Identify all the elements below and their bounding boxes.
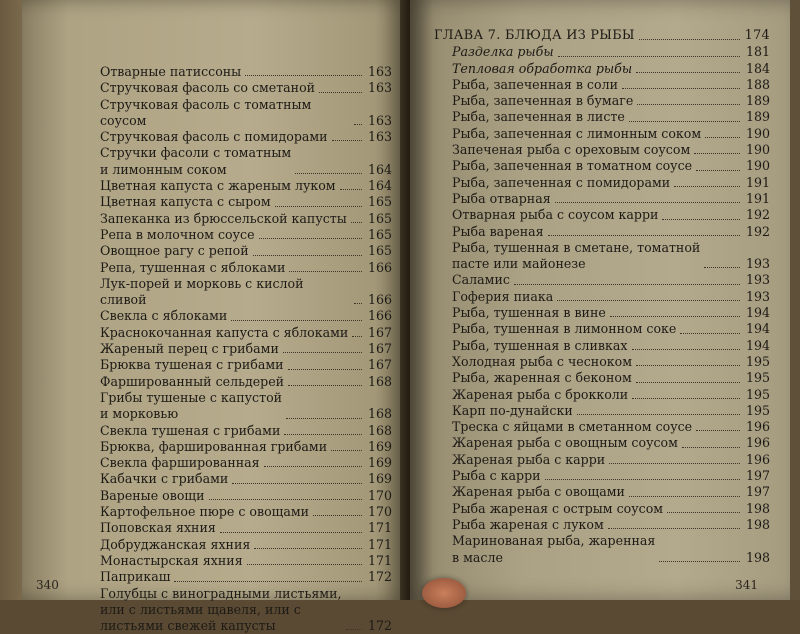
- toc-entry-page: 171: [366, 537, 392, 553]
- toc-entry-title: Рыба, тушенная в вине: [434, 305, 606, 321]
- dot-leader: [245, 75, 362, 76]
- toc-entry-title: Стручковая фасоль с томатным соусом: [100, 97, 350, 130]
- dot-leader: [636, 72, 740, 73]
- toc-entry-page: 192: [744, 224, 770, 240]
- dot-leader: [264, 466, 362, 467]
- toc-entry-page: 174: [744, 28, 770, 44]
- toc-entry-title: Рыба, тушенная в сливках: [434, 338, 628, 354]
- toc-entry-page: 164: [366, 178, 392, 194]
- toc-entry-page: 198: [744, 517, 770, 533]
- toc-entry: [434, 354, 770, 370]
- dot-leader: [354, 124, 362, 125]
- toc-entry-page: 189: [744, 93, 770, 109]
- toc-entry: [100, 129, 392, 145]
- toc-entry: [434, 61, 770, 77]
- toc-entry-page: 165: [366, 194, 392, 210]
- dot-leader: [340, 189, 362, 190]
- toc-entry-page: 166: [366, 308, 392, 324]
- toc-entry-page: 170: [366, 488, 392, 504]
- toc-entry-page: 192: [744, 207, 770, 223]
- toc-entry: [434, 387, 770, 403]
- dot-leader: [696, 170, 740, 171]
- toc-entry: [100, 178, 392, 194]
- toc-entry-title: Рыба, запеченная в бумаге: [434, 93, 633, 109]
- toc-entry: [100, 455, 392, 471]
- toc-entry-page: 168: [366, 406, 392, 422]
- dot-leader: [313, 515, 362, 516]
- toc-entry-page: 168: [366, 374, 392, 390]
- toc-entry-title: Цветная капуста с сыром: [100, 194, 271, 210]
- dot-leader: [548, 235, 740, 236]
- thumb: [422, 578, 466, 608]
- toc-entry-page: 190: [744, 142, 770, 158]
- toc-entry-title: Рыба с карри: [434, 468, 541, 484]
- toc-entry: [100, 260, 392, 276]
- toc-entry-title: Фаршированный сельдерей: [100, 374, 284, 390]
- toc-entry-page: 163: [366, 80, 392, 96]
- toc-entry-page: 198: [744, 550, 770, 566]
- toc-entry-title: Маринованая рыба, жаренная в масле: [434, 533, 655, 566]
- toc-entry: [434, 452, 770, 468]
- dot-leader: [288, 385, 362, 386]
- toc-entry-title: Рыба, тушенная в сметане, томатной пасте или майонезе: [434, 240, 700, 273]
- dot-leader: [659, 561, 740, 562]
- dot-leader: [667, 512, 740, 513]
- left-toc-list: [100, 64, 392, 634]
- toc-entry-title: Карп по-дунайски: [434, 403, 573, 419]
- toc-entry: [434, 305, 770, 321]
- toc-entry-page: 166: [366, 260, 392, 276]
- toc-entry-title: Треска с яйцами в сметанном соусе: [434, 419, 692, 435]
- toc-entry: [434, 224, 770, 240]
- toc-entry-page: 165: [366, 227, 392, 243]
- toc-entry: [434, 77, 770, 93]
- toc-entry-title: Рыба, запеченная с лимонным соком: [434, 126, 701, 142]
- toc-entry-title: Отварная рыба с соусом карри: [434, 207, 658, 223]
- dot-leader: [682, 447, 740, 448]
- toc-entry-page: 190: [744, 158, 770, 174]
- toc-entry: [434, 484, 770, 500]
- dot-leader: [636, 365, 740, 366]
- toc-entry-title: Брюква тушеная с грибами: [100, 357, 284, 373]
- toc-entry-page: 166: [366, 292, 392, 308]
- dot-leader: [545, 479, 740, 480]
- toc-entry-title: Репа в молочном соусе: [100, 227, 255, 243]
- dot-leader: [331, 450, 362, 451]
- toc-entry-page: 195: [744, 387, 770, 403]
- toc-entry-title: Рыба, запеченная в томатном соусе: [434, 158, 692, 174]
- dot-leader: [680, 333, 740, 334]
- toc-entry: [100, 357, 392, 373]
- dot-leader: [354, 303, 362, 304]
- toc-entry-title: Рыба жареная с луком: [434, 517, 604, 533]
- toc-entry-title: Запеканка из брюссельской капусты: [100, 211, 347, 227]
- toc-entry-page: 193: [744, 272, 770, 288]
- dot-leader: [629, 496, 740, 497]
- toc-entry: [434, 419, 770, 435]
- toc-entry-title: Жареная рыба с овощным соусом: [434, 435, 678, 451]
- toc-entry-page: 163: [366, 64, 392, 80]
- toc-entry-page: 169: [366, 439, 392, 455]
- toc-entry: [100, 374, 392, 390]
- toc-entry-page: 184: [744, 61, 770, 77]
- toc-entry: [100, 471, 392, 487]
- toc-entry-title: Цветная капуста с жареным луком: [100, 178, 336, 194]
- toc-entry: [100, 211, 392, 227]
- toc-entry: [434, 272, 770, 288]
- toc-entry-page: 198: [744, 501, 770, 517]
- toc-entry: [434, 468, 770, 484]
- toc-entry-page: 171: [366, 553, 392, 569]
- dot-leader: [557, 300, 740, 301]
- dot-leader: [637, 104, 740, 105]
- toc-entry: [434, 175, 770, 191]
- dot-leader: [346, 629, 363, 630]
- toc-entry: [100, 145, 392, 178]
- toc-entry-page: 194: [744, 305, 770, 321]
- toc-entry-page: 196: [744, 419, 770, 435]
- left-page-number: 340: [36, 578, 59, 592]
- toc-entry-page: 195: [744, 354, 770, 370]
- dot-leader: [674, 186, 740, 187]
- toc-entry: [434, 126, 770, 142]
- dot-leader: [577, 414, 740, 415]
- dot-leader: [608, 528, 740, 529]
- toc-entry-title: Свекла тушеная с грибами: [100, 423, 280, 439]
- dot-leader: [514, 284, 740, 285]
- toc-entry-title: Рыба, запеченная в соли: [434, 77, 618, 93]
- toc-entry-page: 195: [744, 403, 770, 419]
- toc-entry-title: Овощное рагу с репой: [100, 243, 249, 259]
- toc-entry-page: 168: [366, 423, 392, 439]
- right-toc-list: [434, 28, 770, 566]
- toc-entry-title: Свекла с яблоками: [100, 308, 227, 324]
- dot-leader: [632, 349, 741, 350]
- toc-entry-page: 172: [366, 569, 392, 585]
- dot-leader: [174, 581, 362, 582]
- dot-leader: [609, 463, 740, 464]
- toc-entry: [100, 390, 392, 423]
- toc-entry-title: Рыба, тушенная в лимонном соке: [434, 321, 676, 337]
- right-page: [410, 0, 790, 600]
- toc-entry: [100, 341, 392, 357]
- toc-entry-page: 181: [744, 44, 770, 60]
- toc-entry-title: Разделка рыбы: [434, 44, 554, 60]
- dot-leader: [319, 92, 362, 93]
- dot-leader: [636, 382, 740, 383]
- dot-leader: [259, 238, 362, 239]
- dot-leader: [558, 56, 740, 57]
- toc-entry: [434, 501, 770, 517]
- toc-entry: [100, 488, 392, 504]
- toc-entry-title: Рыба жареная с острым соусом: [434, 501, 663, 517]
- toc-entry-page: 194: [744, 321, 770, 337]
- toc-entry-title: Вареные овощи: [100, 488, 205, 504]
- toc-entry: [100, 325, 392, 341]
- dot-leader: [632, 398, 740, 399]
- toc-entry-page: 197: [744, 468, 770, 484]
- dot-leader: [622, 88, 740, 89]
- toc-entry: [434, 158, 770, 174]
- toc-entry: [434, 403, 770, 419]
- toc-entry: [100, 276, 392, 309]
- dot-leader: [253, 255, 362, 256]
- toc-entry-page: 191: [744, 191, 770, 207]
- toc-entry-page: 194: [744, 338, 770, 354]
- toc-entry-title: Репа, тушенная с яблоками: [100, 260, 285, 276]
- toc-entry-title: Свекла фаршированная: [100, 455, 260, 471]
- dot-leader: [662, 219, 740, 220]
- toc-entry-title: Стручковая фасоль с помидорами: [100, 129, 328, 145]
- toc-entry-title: Жареная рыба с брокколи: [434, 387, 628, 403]
- dot-leader: [254, 548, 362, 549]
- toc-entry: [100, 243, 392, 259]
- toc-entry-page: 193: [744, 289, 770, 305]
- toc-entry: [100, 520, 392, 536]
- toc-entry-page: 195: [744, 370, 770, 386]
- toc-entry: [100, 308, 392, 324]
- toc-entry-page: 165: [366, 243, 392, 259]
- toc-entry: [100, 586, 392, 634]
- toc-entry: [434, 191, 770, 207]
- toc-entry: [434, 289, 770, 305]
- toc-entry-page: 196: [744, 452, 770, 468]
- toc-entry-title: ГЛАВА 7. БЛЮДА ИЗ РЫБЫ: [434, 28, 635, 44]
- toc-entry-title: Кабачки с грибами: [100, 471, 228, 487]
- toc-entry-page: 169: [366, 455, 392, 471]
- toc-entry-title: Рыба, жаренная с беконом: [434, 370, 632, 386]
- dot-leader: [232, 483, 362, 484]
- dot-leader: [629, 121, 740, 122]
- dot-leader: [694, 153, 740, 154]
- toc-entry: [100, 537, 392, 553]
- dot-leader: [639, 39, 740, 40]
- toc-entry-title: Грибы тушеные с капустой и морковью: [100, 390, 282, 423]
- toc-entry-page: 167: [366, 341, 392, 357]
- toc-entry: [434, 207, 770, 223]
- toc-entry: [100, 439, 392, 455]
- dot-leader: [209, 499, 362, 500]
- dot-leader: [610, 316, 740, 317]
- dot-leader: [231, 320, 362, 321]
- dot-leader: [289, 271, 362, 272]
- toc-entry: [434, 240, 770, 273]
- toc-entry-title: Жареный перец с грибами: [100, 341, 279, 357]
- toc-entry: [434, 142, 770, 158]
- toc-entry: [100, 64, 392, 80]
- toc-entry-title: Поповская яхния: [100, 520, 216, 536]
- toc-entry-page: 169: [366, 471, 392, 487]
- toc-entry: [100, 194, 392, 210]
- toc-entry-title: Жареная рыба с овощами: [434, 484, 625, 500]
- toc-entry-title: Гоферия пиака: [434, 289, 553, 305]
- toc-entry-title: Саламис: [434, 272, 510, 288]
- left-page: [22, 0, 406, 600]
- dot-leader: [295, 173, 362, 174]
- dot-leader: [284, 434, 362, 435]
- toc-entry: [100, 423, 392, 439]
- toc-entry: [100, 553, 392, 569]
- toc-entry-page: 171: [366, 520, 392, 536]
- toc-entry-title: Рыба отварная: [434, 191, 551, 207]
- toc-entry: [100, 569, 392, 585]
- dot-leader: [696, 430, 740, 431]
- dot-leader: [351, 222, 362, 223]
- toc-entry-title: Рыба, запеченная с помидорами: [434, 175, 670, 191]
- toc-entry-title: Голубцы с виноградными листьями, или с листьями щавеля, или с листьями свежей капусты: [100, 586, 342, 634]
- toc-entry-title: Брюква, фаршированная грибами: [100, 439, 327, 455]
- toc-entry-page: 163: [366, 129, 392, 145]
- toc-entry-page: 193: [744, 256, 770, 272]
- toc-entry: [100, 80, 392, 96]
- dot-leader: [286, 418, 362, 419]
- toc-entry-title: Тепловая обработка рыбы: [434, 61, 632, 77]
- dot-leader: [332, 140, 362, 141]
- toc-entry: [434, 517, 770, 533]
- toc-entry: [100, 227, 392, 243]
- toc-entry: [434, 533, 770, 566]
- dot-leader: [352, 336, 362, 337]
- toc-entry-page: 164: [366, 162, 392, 178]
- toc-entry-title: Стручковая фасоль со сметаной: [100, 80, 315, 96]
- toc-entry: [434, 93, 770, 109]
- dot-leader: [704, 267, 740, 268]
- toc-entry-page: 172: [366, 618, 392, 634]
- toc-entry-title: Паприкаш: [100, 569, 170, 585]
- toc-entry-page: 190: [744, 126, 770, 142]
- toc-entry-page: 165: [366, 211, 392, 227]
- dot-leader: [283, 352, 362, 353]
- toc-entry: [434, 338, 770, 354]
- dot-leader: [247, 564, 362, 565]
- toc-entry-title: Краснокочанная капуста с яблоками: [100, 325, 348, 341]
- toc-entry-page: 197: [744, 484, 770, 500]
- toc-entry-page: 167: [366, 357, 392, 373]
- toc-entry: [434, 109, 770, 125]
- dot-leader: [555, 202, 740, 203]
- dot-leader: [705, 137, 740, 138]
- toc-entry-title: Холодная рыба с чесноком: [434, 354, 632, 370]
- toc-entry-page: 167: [366, 325, 392, 341]
- toc-entry: [434, 28, 770, 44]
- toc-entry-page: 170: [366, 504, 392, 520]
- toc-entry: [434, 435, 770, 451]
- toc-entry-page: 191: [744, 175, 770, 191]
- toc-entry-title: Лук-порей и морковь с кислой сливой: [100, 276, 350, 309]
- toc-entry-title: Отварные патиссоны: [100, 64, 241, 80]
- toc-entry-page: 163: [366, 113, 392, 129]
- dot-leader: [275, 206, 362, 207]
- right-page-number: 341: [735, 578, 758, 592]
- toc-entry-title: Монастырская яхния: [100, 553, 243, 569]
- toc-entry-page: 196: [744, 435, 770, 451]
- toc-entry: [434, 370, 770, 386]
- toc-entry-title: Рыба вареная: [434, 224, 544, 240]
- toc-entry-page: 189: [744, 109, 770, 125]
- toc-entry: [100, 504, 392, 520]
- toc-entry: [434, 321, 770, 337]
- toc-entry-page: 188: [744, 77, 770, 93]
- toc-entry: [434, 44, 770, 60]
- dot-leader: [220, 532, 362, 533]
- toc-entry-title: Добруджанская яхния: [100, 537, 250, 553]
- toc-entry-title: Стручки фасоли с томатным и лимонным соком: [100, 145, 291, 178]
- toc-entry-title: Рыба, запеченная в листе: [434, 109, 625, 125]
- dot-leader: [288, 369, 362, 370]
- toc-entry-title: Жареная рыба с карри: [434, 452, 605, 468]
- toc-entry: [100, 97, 392, 130]
- toc-entry-title: Картофельное пюре с овощами: [100, 504, 309, 520]
- toc-entry-title: Запеченая рыба с ореховым соусом: [434, 142, 690, 158]
